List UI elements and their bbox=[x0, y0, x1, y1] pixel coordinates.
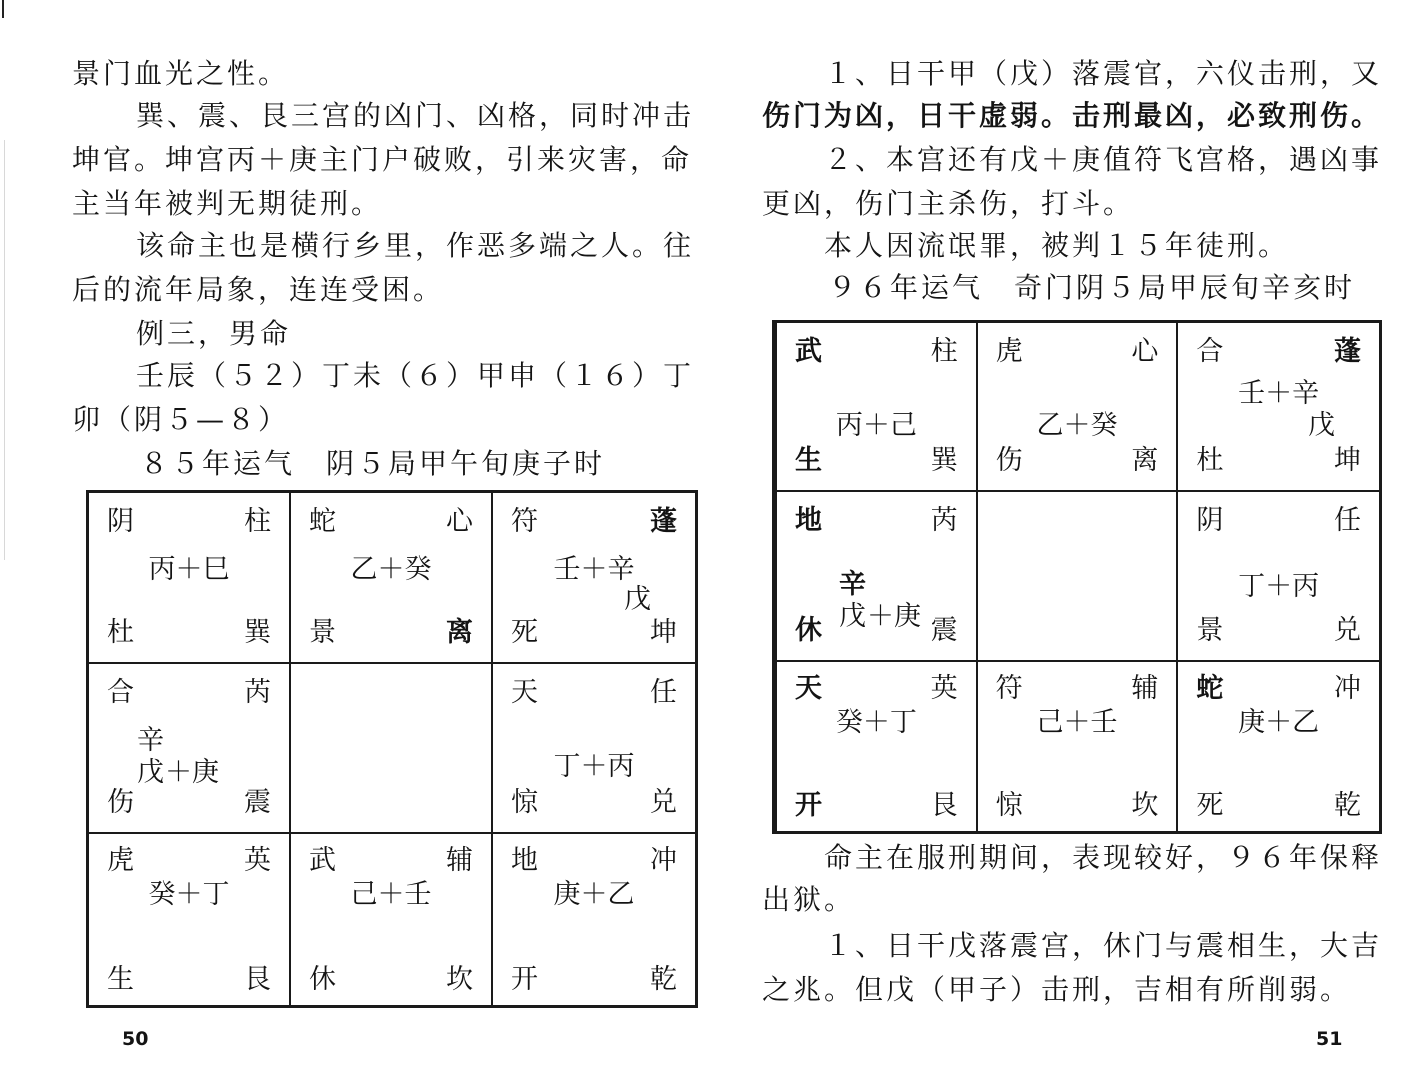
paragraph-line: １、日干甲（戊）落震官，六仪击刑，又 bbox=[824, 57, 1383, 90]
deity-label: 阴 bbox=[1196, 505, 1224, 537]
stem-label: 乙＋癸 bbox=[1036, 410, 1118, 441]
star-label: 英 bbox=[930, 672, 958, 704]
deity-label: 符 bbox=[511, 506, 538, 537]
stem-label: 庚＋乙 bbox=[1238, 706, 1320, 738]
door-label: 生 bbox=[107, 964, 134, 995]
chart-caption: ９６年运气 奇门阴５局甲辰旬辛亥时 bbox=[828, 271, 1356, 304]
star-label: 心 bbox=[446, 506, 473, 537]
deity-label: 合 bbox=[1196, 336, 1224, 367]
star-label: 任 bbox=[1334, 505, 1361, 537]
stem-label: ＋庚 bbox=[867, 601, 921, 633]
palace-zhen bbox=[777, 492, 978, 661]
paragraph-line: 本人因流氓罪，被判１５年徒刑。 bbox=[824, 229, 1290, 262]
palace-label: 坎 bbox=[446, 964, 473, 995]
paragraph-line: 出狱。 bbox=[762, 883, 856, 916]
example-heading: 例三，男命 bbox=[136, 317, 292, 350]
paragraph-line: 后的流年局象，连连受困。 bbox=[72, 273, 445, 306]
palace-gen bbox=[89, 834, 291, 1005]
star-label: 芮 bbox=[244, 676, 271, 708]
palace-kan bbox=[978, 662, 1179, 831]
birth-pillars-line: 壬辰（５２）丁未（６）甲申（１６）丁 bbox=[136, 359, 695, 392]
stem-label: 丙＋巳 bbox=[148, 554, 230, 585]
stem-label: 壬＋辛 bbox=[553, 554, 635, 585]
extra-stem-label: 戊 bbox=[624, 584, 651, 615]
star-label: 柱 bbox=[930, 336, 958, 367]
star-label: 冲 bbox=[1334, 672, 1361, 704]
palace-label: 兑 bbox=[650, 787, 677, 819]
palace-center bbox=[978, 492, 1179, 661]
palace-dui bbox=[493, 664, 695, 835]
palace-li bbox=[291, 493, 493, 664]
palace-xun bbox=[89, 493, 291, 664]
qimen-chart-85 bbox=[86, 490, 698, 1008]
palace-label: 震 bbox=[244, 787, 271, 819]
deity-label: 阴 bbox=[107, 506, 134, 537]
star-label: 蓬 bbox=[1334, 336, 1361, 367]
qimen-chart-96 bbox=[772, 320, 1382, 834]
star-label: 芮 bbox=[930, 505, 958, 537]
deity-label: 武 bbox=[795, 336, 822, 367]
star-label: 辅 bbox=[446, 845, 473, 877]
door-label: 景 bbox=[309, 616, 336, 648]
palace-dui bbox=[1178, 492, 1379, 661]
paragraph-line: 主当年被判无期徒刑。 bbox=[72, 187, 383, 220]
stem-label-first: 戊 bbox=[839, 601, 866, 633]
palace-label: 乾 bbox=[1334, 789, 1361, 821]
palace-label: 坤 bbox=[650, 616, 677, 648]
door-label: 休 bbox=[795, 614, 822, 646]
palace-xun bbox=[777, 323, 978, 492]
star-label: 英 bbox=[244, 845, 271, 877]
palace-kan bbox=[291, 834, 493, 1005]
stem-label: 壬＋辛 bbox=[1238, 378, 1320, 409]
deity-label: 地 bbox=[511, 845, 538, 877]
palace-label: 艮 bbox=[930, 789, 958, 821]
palace-label: 离 bbox=[446, 616, 473, 648]
paragraph-line: 该命主也是横行乡里，作恶多端之人。往 bbox=[136, 229, 695, 262]
palace-label: 坤 bbox=[1334, 445, 1361, 477]
stem-label: 乙＋癸 bbox=[350, 554, 432, 585]
paragraph-line: ２、本宫还有戊＋庚值符飞宫格，遇凶事 bbox=[824, 143, 1383, 176]
palace-qian bbox=[1178, 662, 1379, 831]
palace-label: 离 bbox=[1131, 445, 1159, 477]
stem-label-first: 戊 bbox=[137, 756, 164, 788]
palace-label: 乾 bbox=[650, 964, 677, 995]
deity-label: 符 bbox=[995, 672, 1023, 704]
palace-label: 巽 bbox=[244, 616, 271, 648]
deity-label: 虎 bbox=[995, 336, 1023, 367]
palace-qian bbox=[493, 834, 695, 1005]
stem-label: 癸＋丁 bbox=[835, 706, 917, 738]
paragraph-line: 坤官。坤宫丙＋庚主门户破败，引来灾害，命 bbox=[72, 143, 693, 176]
door-label: 伤 bbox=[107, 787, 134, 819]
door-label: 开 bbox=[511, 964, 538, 995]
right-page bbox=[712, 0, 1424, 1080]
paragraph-line: 之兆。但戊（甲子）击刑，吉相有所削弱。 bbox=[762, 973, 1352, 1006]
stem-label: 庚＋乙 bbox=[553, 879, 635, 911]
palace-label: 震 bbox=[930, 614, 958, 646]
door-label: 死 bbox=[511, 616, 538, 648]
stem-label: 己＋壬 bbox=[1036, 706, 1118, 738]
stem-label: 己＋壬 bbox=[350, 879, 432, 911]
extra-stem-label: 辛 bbox=[839, 569, 866, 601]
palace-kun bbox=[1178, 323, 1379, 492]
star-label: 辅 bbox=[1131, 672, 1159, 704]
door-label: 生 bbox=[795, 445, 822, 477]
stem-label: 丁＋丙 bbox=[553, 750, 635, 782]
palace-label: 巽 bbox=[930, 445, 958, 477]
deity-label: 地 bbox=[795, 505, 822, 537]
deity-label: 天 bbox=[511, 676, 538, 708]
palace-center bbox=[291, 664, 493, 835]
door-label: 伤 bbox=[995, 445, 1023, 477]
stem-label: ＋庚 bbox=[165, 756, 219, 788]
deity-label: 蛇 bbox=[309, 506, 336, 537]
paragraph-line: １、日干戊落震宫，休门与震相生，大吉 bbox=[824, 929, 1383, 962]
page-number: 51 bbox=[1316, 1028, 1343, 1050]
stem-label: 丁＋丙 bbox=[1238, 571, 1320, 603]
paragraph-line: 伤门为凶，日干虚弱。击刑最凶，必致刑伤。 bbox=[762, 99, 1383, 132]
door-label: 景 bbox=[1196, 614, 1224, 646]
door-label: 开 bbox=[795, 789, 822, 821]
paragraph-line: 景门血光之性。 bbox=[72, 57, 290, 90]
door-label: 惊 bbox=[511, 787, 538, 819]
palace-label: 坎 bbox=[1131, 789, 1159, 821]
door-label: 惊 bbox=[995, 789, 1023, 821]
deity-label: 合 bbox=[107, 676, 134, 708]
door-label: 休 bbox=[309, 964, 336, 995]
star-label: 柱 bbox=[244, 506, 271, 537]
deity-label: 天 bbox=[795, 672, 822, 704]
palace-label: 艮 bbox=[244, 964, 271, 995]
door-label: 杜 bbox=[107, 616, 134, 648]
star-label: 冲 bbox=[650, 845, 677, 877]
paragraph-line: 命主在服刑期间，表现较好，９６年保释 bbox=[824, 841, 1383, 874]
palace-zhen bbox=[89, 664, 291, 835]
chart-caption: ８５年运气 阴５局甲午旬庚子时 bbox=[140, 447, 606, 480]
palace-label: 兑 bbox=[1334, 614, 1361, 646]
star-label: 任 bbox=[650, 676, 677, 708]
deity-label: 蛇 bbox=[1196, 672, 1224, 704]
palace-gen bbox=[777, 662, 978, 831]
door-label: 死 bbox=[1196, 789, 1224, 821]
deity-label: 虎 bbox=[107, 845, 134, 877]
stem-label: 癸＋丁 bbox=[148, 879, 230, 911]
palace-li bbox=[978, 323, 1179, 492]
deity-label: 武 bbox=[309, 845, 336, 877]
stem-label: 丙＋己 bbox=[835, 410, 917, 441]
star-label: 蓬 bbox=[650, 506, 677, 537]
extra-stem-label: 辛 bbox=[137, 724, 164, 756]
door-label: 杜 bbox=[1196, 445, 1224, 477]
page-number: 50 bbox=[122, 1028, 149, 1050]
palace-kun bbox=[493, 493, 695, 664]
extra-stem-label: 戊 bbox=[1308, 410, 1335, 441]
birth-pillars-line: 卯（阴５—８） bbox=[72, 403, 290, 436]
paragraph-line: 更凶，伤门主杀伤，打斗。 bbox=[762, 187, 1135, 220]
star-label: 心 bbox=[1131, 336, 1159, 367]
paragraph-line: 巽、震、艮三宫的凶门、凶格，同时冲击 bbox=[136, 99, 695, 132]
